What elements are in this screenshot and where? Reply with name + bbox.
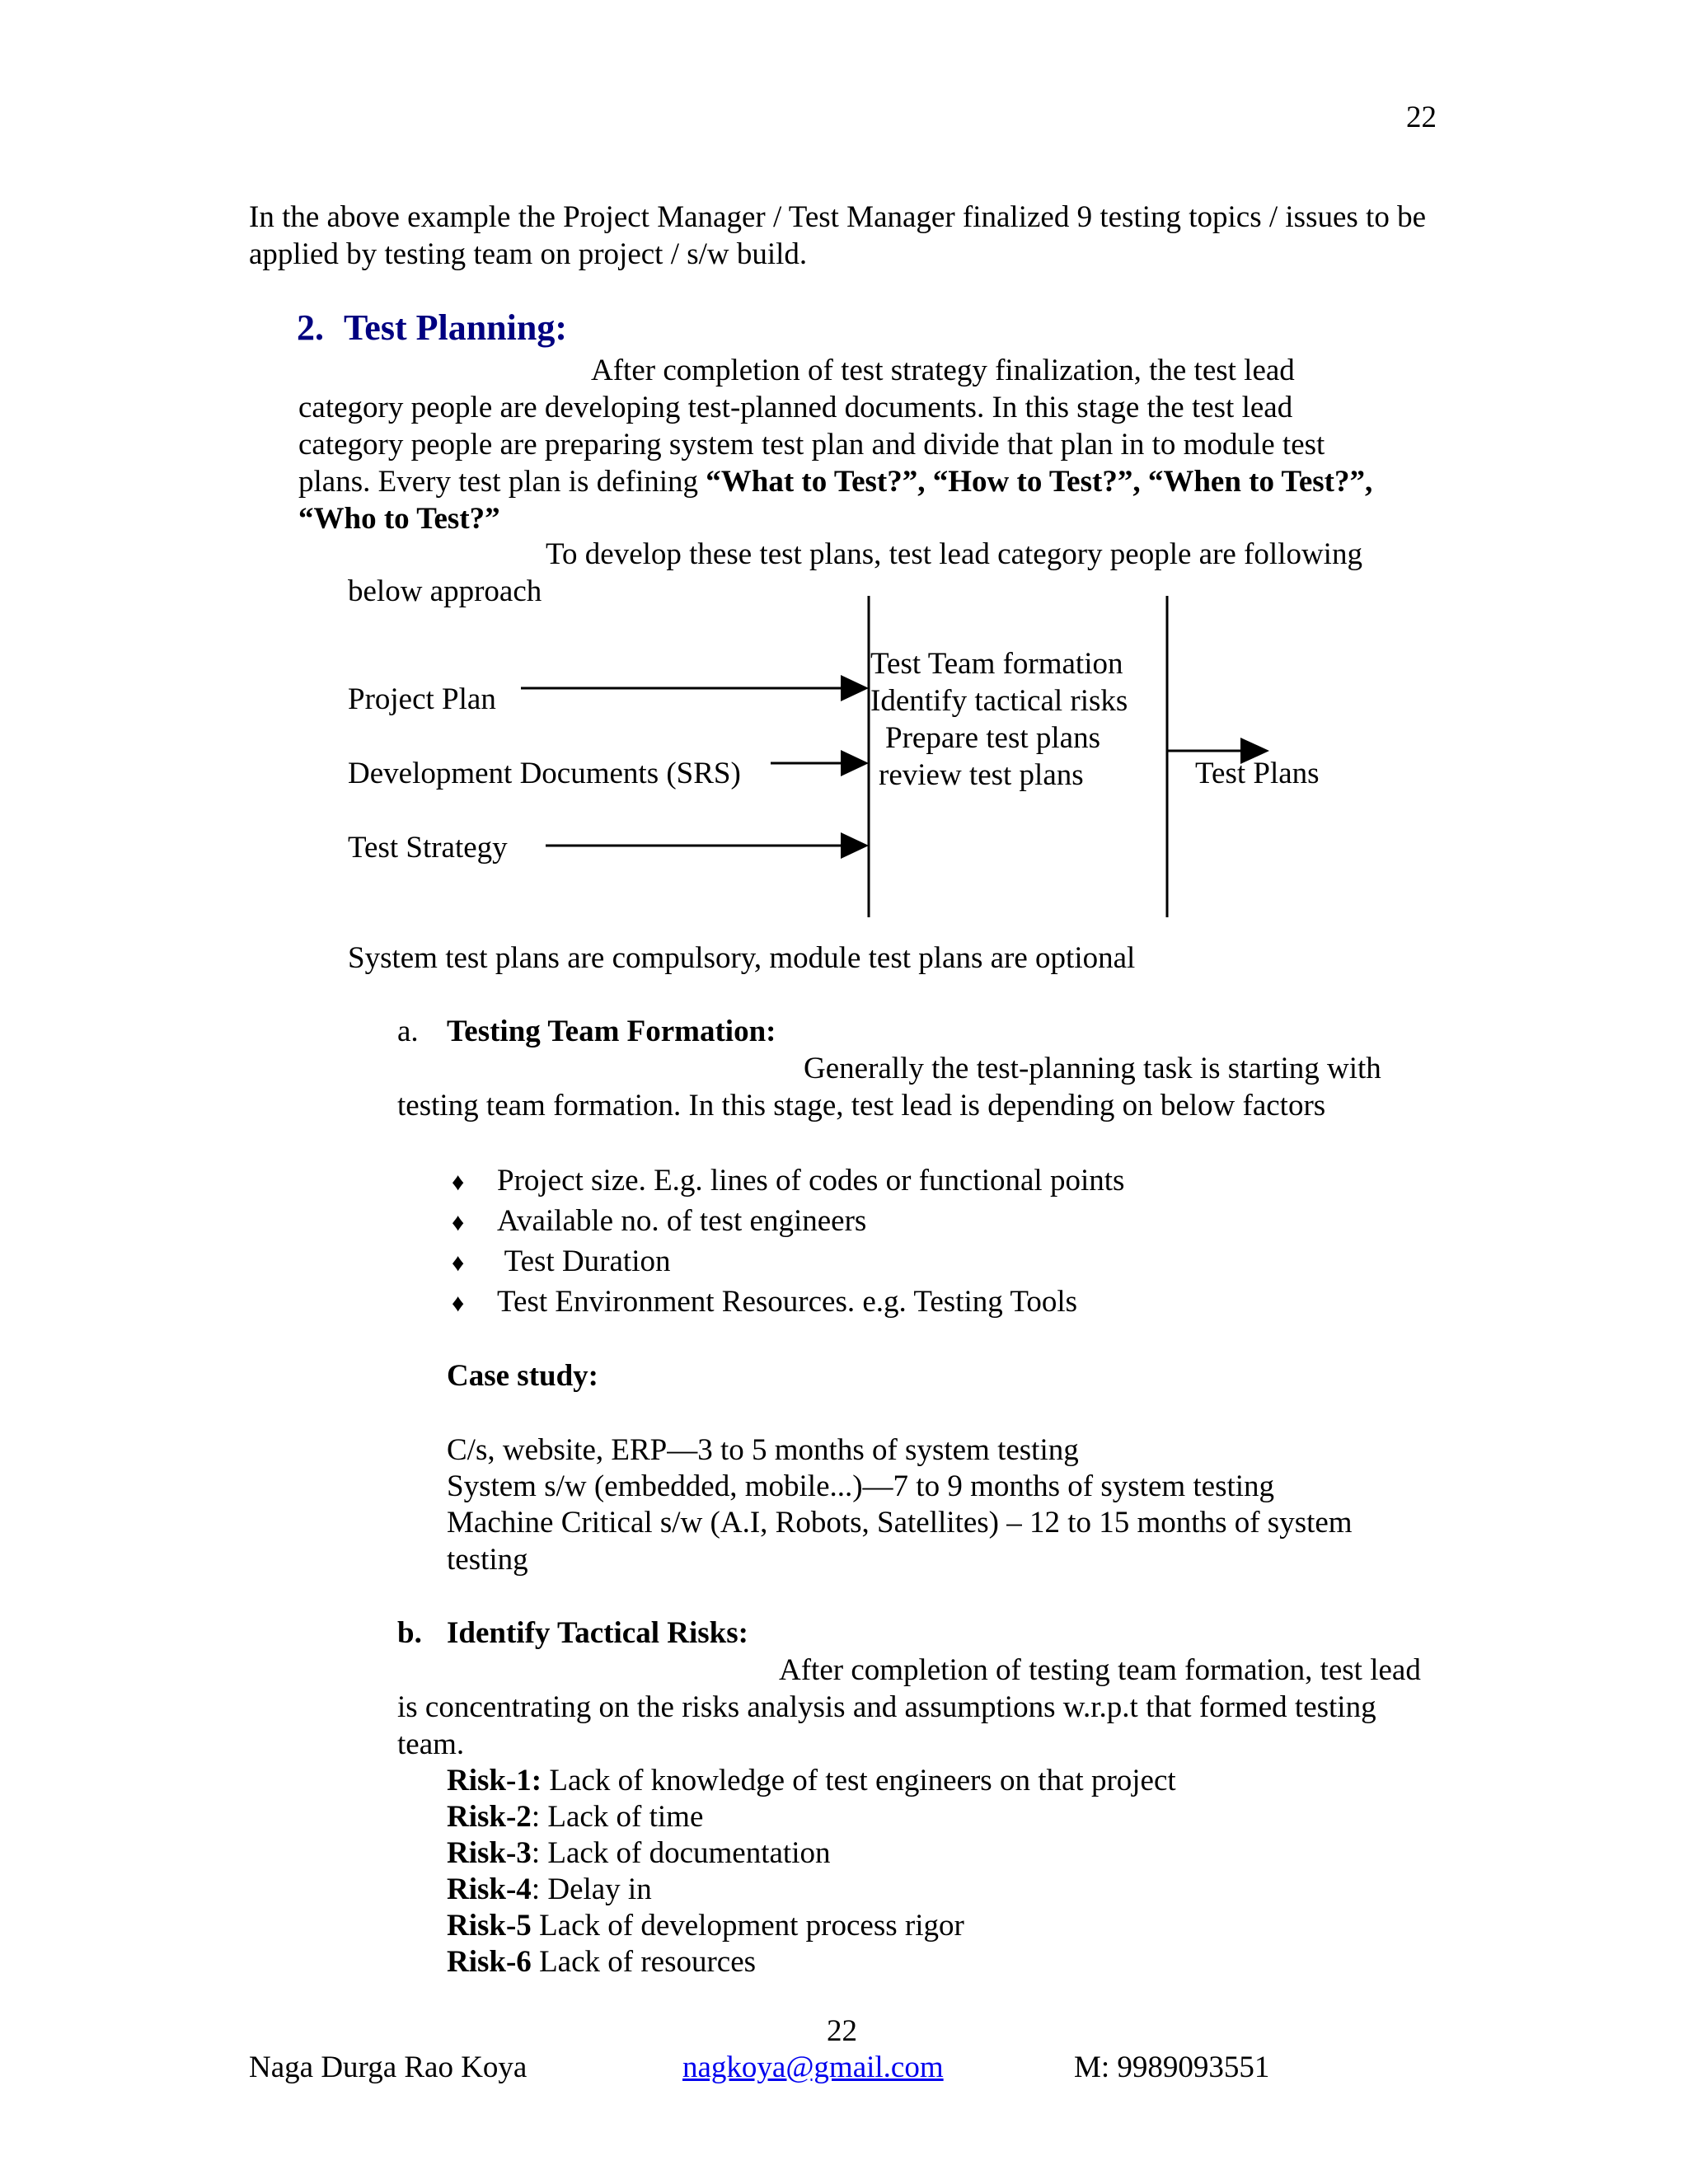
bullet-item: Test Environment Resources. e.g. Testing Tools [497, 1285, 1078, 1319]
risk-label: Risk-4 [447, 1872, 532, 1906]
sub-a-marker: a. [397, 1015, 419, 1048]
risk-label: Risk-3 [447, 1836, 532, 1870]
footer-page-number: 22 [827, 2014, 857, 2048]
diagram-output: Test Plans [1195, 757, 1320, 790]
risk-item [447, 1762, 1176, 1799]
intro-paragraph: In the above example the Project Manager / Test Manager finalized 9 testing topics / issues to be applied by testing team on project / s/w build. [249, 200, 1427, 271]
section-paragraph-1-questions: “What to Test?”, “How to Test?”, “When to Test?”, “Who to Test?” [298, 465, 1373, 536]
header-page-number: 22 [1406, 101, 1437, 134]
arrow-test-strategy-head [841, 832, 869, 859]
risk-text: : Lack of time [531, 1800, 704, 1834]
arrow-srs-head [841, 750, 869, 776]
risk-text: Lack of resources [531, 1945, 757, 1979]
risk-text: : Lack of documentation [531, 1836, 831, 1870]
risk-label: Risk-2 [447, 1800, 532, 1834]
diagram-input-test-strategy: Test Strategy [348, 831, 508, 865]
risk-text: : Delay in [531, 1872, 652, 1906]
sub-a-paragraph: Generally the test-planning task is starting with testing team formation. In this stage, test lead is depending on below factors [397, 1052, 1381, 1122]
risk-item [447, 1835, 831, 1872]
bullet-diamond-icon: ♦ [452, 1169, 465, 1196]
risk-item [447, 1798, 703, 1835]
sub-b-marker: b. [397, 1616, 422, 1650]
risk-text: Lack of knowledge of test engineers on that project [542, 1764, 1176, 1797]
section-title: Test Planning: [344, 307, 568, 348]
case-study-title: Case study: [447, 1359, 598, 1393]
risk-item [447, 1907, 964, 1944]
risk-item [447, 1943, 756, 1980]
diagram-process-step-4: review test plans [879, 758, 1084, 792]
bullet-item: Test Duration [497, 1244, 671, 1278]
bullet-diamond-icon: ♦ [452, 1249, 465, 1277]
risk-label: Risk-1: [447, 1764, 542, 1797]
diagram-process-step-3: Prepare test plans [885, 721, 1100, 755]
risk-item [447, 1871, 652, 1908]
section-paragraph-1-text: After completion of test strategy finalization, the test lead category people are developing test-planned documents. In this stage the test lead category people are preparing system test plan and divide that plan in to module test plans. Every test plan is defining [298, 354, 1325, 499]
risk-label: Risk-6 [447, 1945, 532, 1979]
footer-mobile: M: 9989093551 [1074, 2050, 1270, 2084]
diagram-process-step-2: Identify tactical risks [870, 684, 1128, 718]
diagram-process-step-1: Test Team formation [870, 647, 1123, 681]
bullet-diamond-icon: ♦ [452, 1290, 465, 1317]
case-study-line: C/s, website, ERP—3 to 5 months of system testing [447, 1433, 1079, 1467]
bullet-item: Project size. E.g. lines of codes or functional points [497, 1164, 1125, 1197]
section-paragraph-2: To develop these test plans, test lead category people are following below approach [348, 537, 1362, 608]
diagram-input-srs: Development Documents (SRS) [348, 757, 741, 790]
footer-email-link[interactable]: nagkoya@gmail.com [682, 2050, 944, 2084]
case-study-line: System s/w (embedded, mobile...)—7 to 9 months of system testing [447, 1469, 1275, 1503]
bullet-diamond-icon: ♦ [452, 1209, 465, 1236]
diagram-input-project-plan: Project Plan [348, 682, 496, 716]
sub-b-paragraph: After completion of testing team formation, test lead is concentrating on the risks analysis and assumptions w.r.p.t that formed testing team. [397, 1653, 1421, 1761]
risk-label: Risk-5 [447, 1909, 532, 1943]
sub-a-title: Testing Team Formation: [447, 1015, 776, 1048]
test-plans-note: System test plans are compulsory, module test plans are optional [348, 941, 1136, 975]
footer-author: Naga Durga Rao Koya [249, 2050, 528, 2084]
sub-b-title: Identify Tactical Risks: [447, 1616, 748, 1650]
arrow-project-plan-head [841, 675, 869, 701]
section-number: 2. [297, 307, 324, 348]
case-study-line: Machine Critical s/w (A.I, Robots, Satellites) – 12 to 15 months of system testing [447, 1506, 1353, 1577]
risk-text: Lack of development process rigor [531, 1909, 964, 1943]
bullet-item: Available no. of test engineers [497, 1204, 867, 1238]
